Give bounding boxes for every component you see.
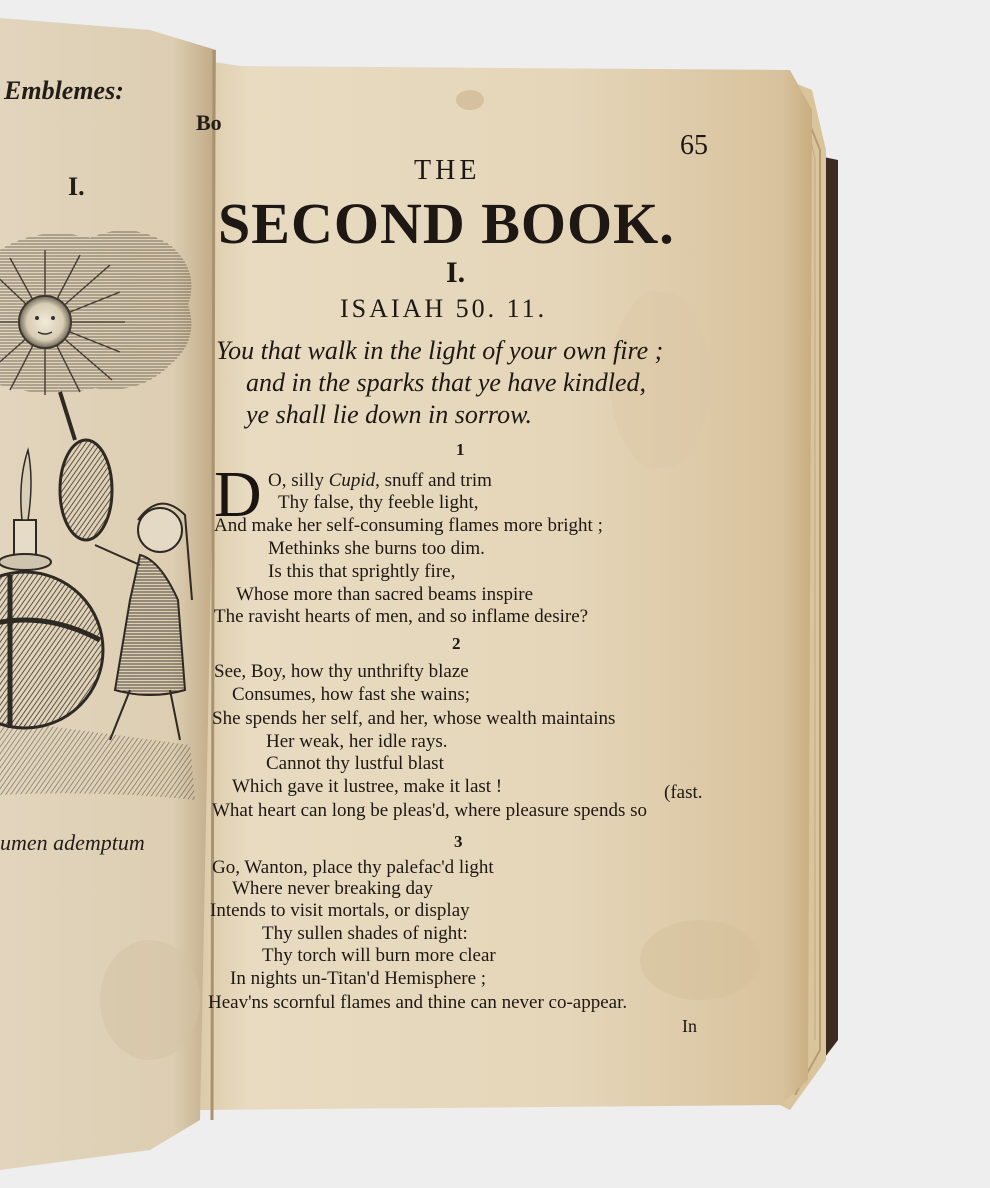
catchword: In bbox=[682, 1016, 697, 1036]
left-running-head: Emblemes: bbox=[4, 76, 124, 105]
section-number: I. bbox=[446, 256, 466, 289]
stanza-3-line-4: Thy sullen shades of night: bbox=[262, 923, 468, 944]
stanza-1-line-2: Thy false, thy feeble light, bbox=[278, 492, 479, 513]
stanza-3-number: 3 bbox=[454, 832, 463, 851]
drop-cap: D bbox=[214, 458, 262, 531]
stanza-2-line-7: What heart can long be pleas'd, where pleasure spends so bbox=[212, 800, 647, 821]
stanza-3-line-3: Intends to visit mortals, or display bbox=[210, 900, 470, 921]
stanza-1-line-4: Methinks she burns too dim. bbox=[268, 538, 485, 559]
stanza-1-line-1 bbox=[268, 470, 492, 492]
stanza-2-line-4: Her weak, her idle rays. bbox=[266, 731, 448, 752]
stanza-3-line-2: Where never breaking day bbox=[232, 878, 433, 899]
stanza-2-line-6: Which gave it lustree, make it last ! bbox=[232, 776, 503, 797]
book-title-text: SECOND BOOK bbox=[218, 191, 660, 256]
plate-number: I. bbox=[68, 172, 85, 201]
scripture-reference: ISAIAH 50. 11. bbox=[340, 294, 548, 323]
page-number: 65 bbox=[680, 130, 708, 161]
kicker: THE bbox=[414, 155, 481, 186]
stanza-2-line-6-turnover: (fast. bbox=[664, 782, 703, 803]
stanza-3-line-7: Heav'ns scornful flames and thine can never co-appear. bbox=[208, 992, 628, 1013]
stanza-1-line-5: Is this that sprightly fire, bbox=[268, 561, 456, 582]
stanza-1-line-1-b: , snuff and trim bbox=[375, 470, 492, 491]
stanza-2-line-3: She spends her self, and her, whose wealth maintains bbox=[212, 708, 616, 729]
stanza-2-line-5: Cannot thy lustful blast bbox=[266, 753, 444, 774]
stanza-1-line-6: Whose more than sacred beams inspire bbox=[236, 584, 534, 605]
epigraph-line-3: ye shall lie down in sorrow. bbox=[246, 400, 532, 429]
book-title bbox=[218, 190, 675, 257]
stanza-1-line-7: The ravisht hearts of men, and so inflame desire? bbox=[214, 606, 589, 627]
epigraph-line-1: You that walk in the light of your own fire ; bbox=[216, 336, 664, 365]
stanza-1-line-3: And make her self-consuming flames more bright ; bbox=[214, 515, 603, 536]
stanza-1-line-1-cupid: Cupid bbox=[328, 470, 376, 491]
stanza-3-line-5: Thy torch will burn more clear bbox=[262, 945, 496, 966]
left-running-head-cut: Bo bbox=[196, 110, 222, 135]
stanza-3-line-1: Go, Wanton, place thy palefac'd light bbox=[212, 857, 494, 878]
stanza-1-number: 1 bbox=[456, 440, 465, 459]
epigraph-line-2: and in the sparks that ye have kindled, bbox=[246, 368, 647, 397]
stanza-3-line-6: In nights un-Titan'd Hemisphere ; bbox=[230, 968, 487, 989]
book-title-dot: . bbox=[659, 191, 675, 256]
stanza-2-number: 2 bbox=[452, 634, 461, 653]
stanza-2-line-2: Consumes, how fast she wains; bbox=[232, 684, 471, 705]
plate-motto: umen ademptum bbox=[0, 830, 145, 855]
stanza-2-line-1: See, Boy, how thy unthrifty blaze bbox=[214, 661, 469, 682]
stanza-1-line-1-a: O, silly bbox=[268, 470, 329, 491]
